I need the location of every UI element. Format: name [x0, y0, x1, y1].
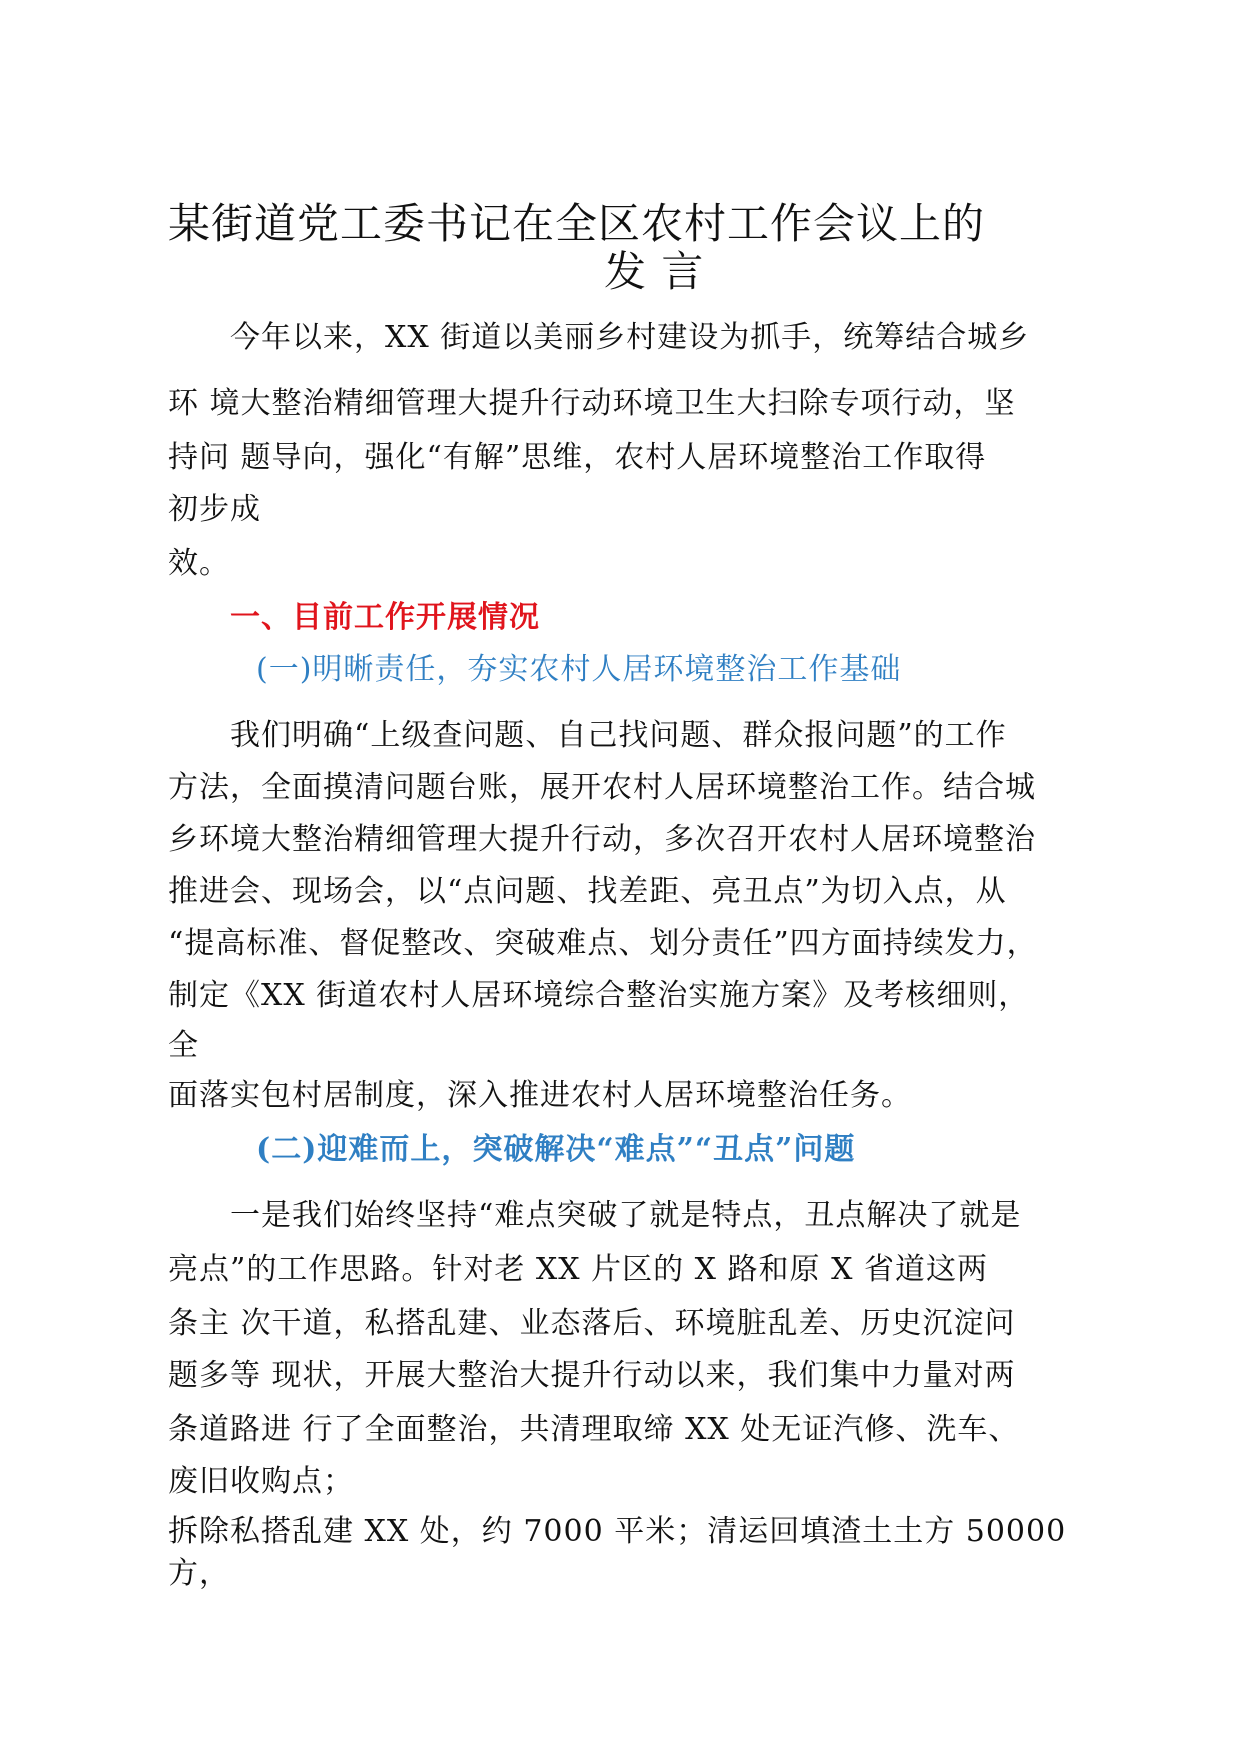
intro-line: 环 境大整治精细管理大提升行动环境卫生大扫除专项行动，坚 [168, 386, 1016, 421]
paragraph-line: 推进会、现场会，以“点问题、找差距、亮丑点”为切入点，从 [168, 874, 1007, 909]
paragraph-line: 条主 次干道，私搭乱建、业态落后、环境脏乱差、历史沉淀问 [168, 1306, 1016, 1341]
paragraph-line: 我们明确“上级查问题、自己找问题、群众报问题”的工作 [230, 718, 1007, 753]
paragraph-line: 题多等 现状，开展大整治大提升行动以来，我们集中力量对两 [168, 1358, 1016, 1393]
document-title-line-2: 发 言 [604, 247, 705, 296]
document-title-line-1: 某街道党工委书记在全区农村工作会议上的 [168, 199, 986, 248]
paragraph-line: 拆除私搭乱建 XX 处，约 7000 平米；清运回填渣土土方 50000 [168, 1514, 1067, 1549]
intro-line: 持问 题导向，强化“有解”思维，农村人居环境整治工作取得 [168, 440, 987, 475]
paragraph-line: 亮点”的工作思路。针对老 XX 片区的 X 路和原 X 省道这两 [168, 1252, 988, 1287]
paragraph-line: 方法，全面摸清问题台账，展开农村人居环境整治工作。结合城 [168, 770, 1036, 805]
paragraph-line: 制定《XX 街道农村人居环境综合整治实施方案》及考核细则， [168, 978, 1030, 1013]
intro-line: 今年以来，XX 街道以美丽乡村建设为抓手，统筹结合城乡 [230, 320, 1030, 355]
paragraph-line: “提高标准、督促整改、突破难点、划分责任”四方面持续发力， [168, 926, 1038, 961]
paragraph-line: 面落实包村居制度，深入推进农村人居环境整治任务。 [168, 1078, 912, 1113]
paragraph-line: 乡环境大整治精细管理大提升行动，多次召开农村人居环境整治 [168, 822, 1036, 857]
intro-line: 初步成 [168, 492, 261, 527]
paragraph-line: 方， [168, 1556, 230, 1591]
paragraph-line: 条道路进 行了全面整治，共清理取缔 XX 处无证汽修、洗车、 [168, 1412, 1020, 1447]
section-heading-1: 一、目前工作开展情况 [230, 600, 540, 635]
intro-line: 效。 [168, 546, 230, 581]
subsection-heading-2: (二)迎难而上，突破解决“难点”“丑点”问题 [256, 1132, 856, 1167]
paragraph-line: 一是我们始终坚持“难点突破了就是特点，丑点解决了就是 [230, 1198, 1022, 1233]
paragraph-line: 废旧收购点； [168, 1464, 354, 1499]
paragraph-line: 全 [168, 1028, 199, 1063]
subsection-heading-1: (一)明晰责任，夯实农村人居环境整治工作基础 [256, 652, 902, 687]
